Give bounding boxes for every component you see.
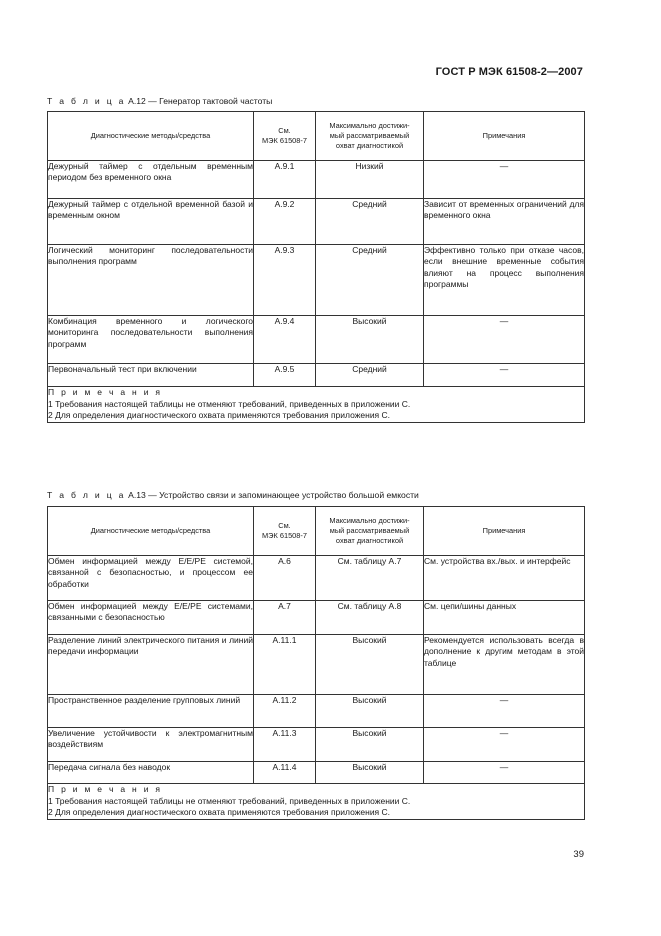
ref-cell: А.11.1: [254, 635, 316, 695]
note-cell: Эффективно только при отказе часов, если внешние временные события влияют на процесс выполнения программы: [424, 245, 585, 316]
notes-title: П р и м е ч а н и я: [48, 387, 163, 397]
table-row: [48, 556, 585, 601]
table-a13: [47, 506, 585, 820]
standard-header: ГОСТ Р МЭК 61508-2—2007: [435, 66, 583, 78]
table-row: [48, 316, 585, 364]
table-row: [48, 364, 585, 387]
coverage-cell: Средний: [316, 245, 424, 316]
table-notes-row: [48, 387, 585, 423]
note-cell: —: [424, 695, 585, 728]
caption-prefix: Т а б л и ц а: [47, 490, 126, 500]
caption-prefix: Т а б л и ц а: [47, 96, 126, 106]
page-number: 39: [573, 849, 584, 860]
method-cell: Дежурный таймер с отдельной временной базой и временным окном: [48, 199, 254, 245]
ref-cell: A.9.1: [254, 161, 316, 199]
note-1: 1 Требования настоящей таблицы не отменяют требований, приведенных в приложении С.: [48, 398, 411, 409]
coverage-line-3: охват диагностикой: [335, 140, 404, 150]
coverage-cell: Низкий: [316, 161, 424, 199]
col-header-methods: Диагностические методы/средства: [48, 112, 254, 161]
table-row: [48, 728, 585, 762]
method-cell: Разделение линий электрического питания и линий передачи информации: [48, 635, 254, 695]
col-header-ref: [254, 112, 316, 161]
table-notes: [48, 387, 585, 423]
ref-line-2: МЭК 61508-7: [262, 136, 307, 145]
coverage-cell: См. таблицу А.7: [316, 556, 424, 601]
coverage-line-1: Максимально достижи-: [329, 516, 410, 526]
coverage-line-2: мый рассматриваемый: [329, 131, 410, 141]
col-header-coverage: [316, 112, 424, 161]
coverage-cell: Высокий: [316, 695, 424, 728]
table-notes: [48, 784, 585, 820]
table-a13-caption: [47, 490, 419, 500]
note-2: 2 Для определения диагностического охвата применяются требования приложения С.: [48, 410, 391, 421]
ref-line-1: См.: [278, 126, 291, 136]
notes-title: П р и м е ч а н и я: [48, 784, 163, 794]
note-cell: —: [424, 728, 585, 762]
table-row: [48, 245, 585, 316]
note-cell: —: [424, 161, 585, 199]
coverage-cell: Высокий: [316, 728, 424, 762]
caption-text: А.12 — Генератор тактовой частоты: [128, 96, 273, 106]
coverage-line-1: Максимально достижи-: [329, 121, 410, 131]
col-header-notes: Примечания: [424, 112, 585, 161]
ref-cell: А.11.3: [254, 728, 316, 762]
caption-text: А.13 — Устройство связи и запоминающее устройство большой емкости: [128, 490, 419, 500]
note-cell: —: [424, 364, 585, 387]
note-cell: См. устройства вх./вых. и интерфейс: [424, 556, 585, 601]
note-cell: Рекомендуется использовать всегда в дополнение к другим методам в этой таблице: [424, 635, 585, 695]
coverage-cell: Средний: [316, 199, 424, 245]
table-notes-row: [48, 784, 585, 820]
note-2: 2 Для определения диагностического охвата применяются требования приложения С.: [48, 807, 391, 818]
table-header-row: [48, 112, 585, 161]
method-cell: Дежурный таймер с отдельным временным периодом без временного окна: [48, 161, 254, 199]
coverage-cell: Высокий: [316, 316, 424, 364]
table-row: [48, 635, 585, 695]
table-a12-caption: [47, 96, 272, 106]
table-a12: [47, 111, 585, 423]
ref-cell: А.11.2: [254, 695, 316, 728]
coverage-cell: Средний: [316, 364, 424, 387]
method-cell: Обмен информацией между Е/Е/РЕ системами, связанными с безопасностью: [48, 601, 254, 635]
ref-cell: A.9.3: [254, 245, 316, 316]
table-row: [48, 695, 585, 728]
col-header-coverage: [316, 507, 424, 556]
ref-cell: A.9.5: [254, 364, 316, 387]
method-cell: Обмен информацией между Е/Е/РЕ системой, связанной с безопасностью, и процессом ее обработки: [48, 556, 254, 601]
method-cell: Логический мониторинг последовательности выполнения программ: [48, 245, 254, 316]
table-row: [48, 762, 585, 784]
method-cell: Пространственное разделение групповых линий: [48, 695, 254, 728]
coverage-cell: Высокий: [316, 635, 424, 695]
method-cell: Первоначальный тест при включении: [48, 364, 254, 387]
table-header-row: [48, 507, 585, 556]
coverage-line-2: мый рассматриваемый: [329, 526, 410, 536]
method-cell: Увеличение устойчивости к электромагнитным воздействиям: [48, 728, 254, 762]
table-row: [48, 161, 585, 199]
ref-cell: A.9.4: [254, 316, 316, 364]
ref-cell: A.9.2: [254, 199, 316, 245]
coverage-cell: См. таблицу А.8: [316, 601, 424, 635]
coverage-cell: Высокий: [316, 762, 424, 784]
note-cell: Зависит от временных ограничений для временного окна: [424, 199, 585, 245]
col-header-ref: [254, 507, 316, 556]
note-cell: —: [424, 762, 585, 784]
ref-cell: А.11.4: [254, 762, 316, 784]
ref-cell: А.7: [254, 601, 316, 635]
note-cell: См. цепи/шины данных: [424, 601, 585, 635]
table-row: [48, 199, 585, 245]
ref-cell: А.6: [254, 556, 316, 601]
method-cell: Комбинация временного и логического мониторинга последовательности выполнения программ: [48, 316, 254, 364]
col-header-methods: Диагностические методы/средства: [48, 507, 254, 556]
coverage-line-3: охват диагностикой: [335, 535, 404, 545]
table-row: [48, 601, 585, 635]
col-header-notes: Примечания: [424, 507, 585, 556]
method-cell: Передача сигнала без наводок: [48, 762, 254, 784]
note-1: 1 Требования настоящей таблицы не отменяют требований, приведенных в приложении С.: [48, 795, 411, 806]
ref-line-2: МЭК 61508-7: [262, 531, 307, 540]
note-cell: —: [424, 316, 585, 364]
ref-line-1: См.: [278, 521, 291, 531]
